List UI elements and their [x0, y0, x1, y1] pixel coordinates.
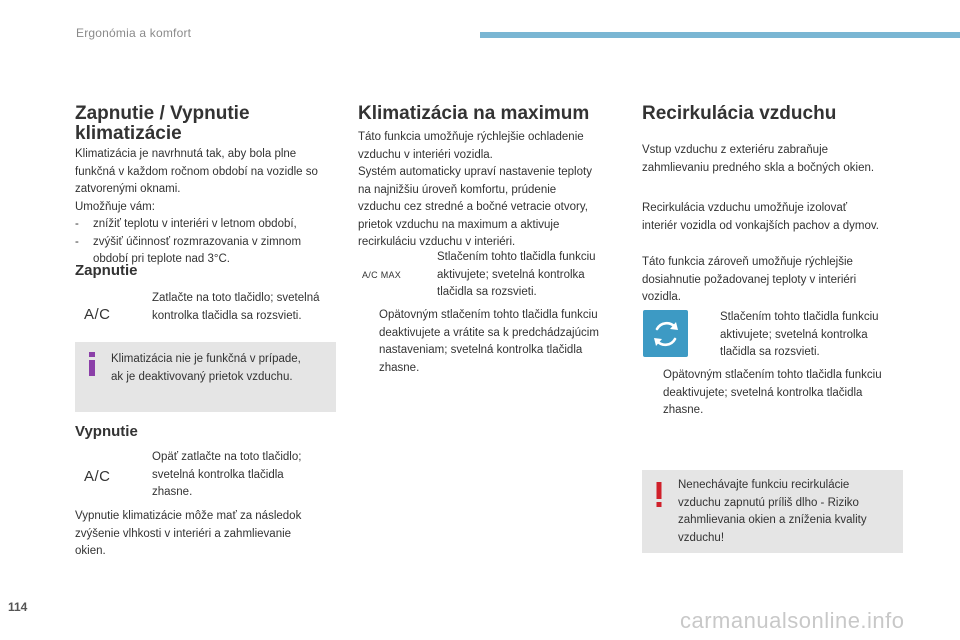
info-icon: [87, 352, 97, 376]
note-line: Vypnutie klimatizácie môže mať za následok: [75, 510, 302, 522]
bullet-line: Opätovným stlačením tohto tlačidla funkciu: [379, 309, 598, 321]
section-title-line-1: Zapnutie / Vypnutie: [75, 103, 250, 124]
section-title-line-2: klimatizácie: [75, 123, 182, 144]
ac-off-note: [75, 508, 345, 561]
square-bullet-icon: [136, 449, 152, 502]
bullet-line: Stlačením tohto tlačidla funkciu: [437, 251, 596, 263]
bullet-line: Opätovným stlačením tohto tlačidla funkciu: [663, 369, 882, 381]
square-bullet-icon: [704, 309, 720, 362]
recirc-on-instruction: [704, 309, 914, 362]
bullet-text: [379, 307, 599, 377]
bullet-line: zhasne.: [663, 404, 704, 416]
bullet-line: deaktivujete a vrátite sa k predchádzajúcim: [379, 326, 599, 339]
ac-max-off-instruction: [363, 307, 633, 377]
paragraph-line: Recirkulácia vzduchu umožňuje izolovať: [642, 202, 848, 214]
list-item: [75, 216, 345, 234]
paragraph-line: Vstup vzduchu z exteriéru zabraňuje: [642, 144, 829, 156]
bullet-line: Opäť zatlačte na toto tlačidlo;: [152, 451, 302, 463]
watermark: carmanualsonline.info: [680, 608, 905, 633]
intro-line: prietok vzduchu na maximum a aktivuje: [358, 218, 560, 231]
dash-glyph: -: [75, 218, 79, 230]
note-line: okien.: [75, 545, 106, 557]
bullet-line: tlačidla sa rozsvieti.: [437, 286, 537, 298]
paragraph-line: interiér vozidla od vonkajších pachov a dymov.: [642, 219, 879, 232]
bullet-text: [152, 449, 301, 502]
square-bullet-icon: [363, 307, 379, 377]
bullet-item: [647, 367, 917, 420]
bullet-text: [663, 367, 882, 420]
list-item-line: zvýšiť účinnosť rozmrazovania v zimnom: [93, 235, 302, 248]
exclamation-icon: [654, 482, 664, 508]
paragraph-line: zahmlievaniu predného skla a bočných okien.: [642, 161, 875, 174]
recirc-p3: [642, 254, 922, 307]
square-bullet-icon: [421, 249, 437, 302]
recirculation-icon: [643, 310, 688, 357]
list-item-line: období pri teplote nad 3°C.: [93, 253, 230, 265]
intro-line: Umožňuje vám:: [75, 200, 155, 213]
bullet-item: [136, 290, 346, 325]
intro-line: vzduchu v interiéri vozidla.: [358, 148, 493, 161]
intro-line: Systém automaticky upraví nastavenie teploty: [358, 166, 592, 178]
section-title-ac-max: Klimatizácia na maximum: [358, 103, 590, 124]
intro-line: zatvorenými oknami.: [75, 183, 181, 195]
header-title: Ergonómia a komfort: [76, 26, 192, 40]
recirc-off-instruction: [647, 367, 917, 420]
warning-line: vzduchu!: [678, 531, 725, 544]
list-item-text: znížiť teplotu v interiéri v letnom období,: [93, 218, 297, 230]
bullet-line: zhasne.: [152, 486, 193, 498]
intro-line: na najnižšiu úroveň komfortu, prúdenie: [358, 183, 557, 196]
info-text: [111, 351, 331, 386]
ac-intro: [75, 146, 345, 269]
bullet-item: [421, 249, 631, 302]
warning-line: zahmlievania okien a zníženia kvality: [678, 514, 867, 526]
subtitle-zapnutie: Zapnutie: [75, 262, 138, 279]
warning-line: vzduchu zapnutú príliš dlho - Riziko: [678, 496, 859, 509]
header-accent-bar: [480, 32, 960, 38]
section-title-recirculation: Recirkulácia vzduchu: [642, 103, 837, 124]
ac-max-on-instruction: [421, 249, 631, 302]
bullet-line: deaktivujete; svetelná kontrolka tlačidla: [663, 386, 863, 399]
paragraph-line: dosiahnutie požadovanej teploty v interiéri: [642, 273, 857, 286]
square-bullet-icon: [136, 290, 152, 325]
subtitle-vypnutie: Vypnutie: [75, 423, 138, 440]
intro-line: vzduchu cez stredné a bočné vetracie otvory,: [358, 201, 588, 213]
bullet-text: [437, 249, 596, 302]
section-title-ac-on-off: [75, 104, 345, 144]
intro-line: Táto funkcia umožňuje rýchlejšie ochladenie: [358, 131, 584, 143]
bullet-line: Stlačením tohto tlačidla funkciu: [720, 311, 879, 323]
intro-line: funkčná v každom ročnom období na vozidle so: [75, 165, 318, 178]
ac-off-instruction: [136, 449, 346, 502]
info-box: [75, 342, 336, 412]
square-bullet-icon: [647, 367, 663, 420]
ac-button-label-off: A/C: [84, 468, 111, 485]
bullet-item: [136, 449, 346, 502]
ac-max-button-label: A/C MAX: [362, 270, 402, 280]
bullet-text: [152, 290, 320, 325]
bullet-text: [720, 309, 879, 362]
paragraph-line: Táto funkcia zároveň umožňuje rýchlejšie: [642, 256, 853, 268]
warning-box: [642, 470, 903, 553]
recirculation-arrows-icon: [649, 317, 683, 351]
bullet-line: tlačidla sa rozsvieti.: [720, 346, 820, 358]
dash-glyph: -: [75, 235, 79, 248]
info-line: Klimatizácia nie je funkčná v prípade,: [111, 353, 301, 365]
ac-max-intro: [358, 129, 628, 252]
info-line: ak je deaktivovaný prietok vzduchu.: [111, 370, 293, 383]
bullet-item: [363, 307, 633, 377]
page-number: 114: [8, 600, 28, 614]
warning-text: [678, 477, 900, 547]
benefits-list: [75, 216, 345, 269]
ac-on-instruction: [136, 290, 346, 325]
ac-button-label: A/C: [84, 306, 111, 323]
warning-line: Nenechávajte funkciu recirkulácie: [678, 479, 850, 491]
bullet-item: [704, 309, 914, 362]
intro-line: Klimatizácia je navrhnutá tak, aby bola plne: [75, 148, 297, 160]
recirc-p2: [642, 200, 922, 235]
bullet-line: zhasne.: [379, 361, 420, 374]
bullet-line: aktivujete; svetelná kontrolka: [720, 328, 868, 341]
recirc-p1: [642, 142, 922, 177]
bullet-line: nastaveniam; svetelná kontrolka tlačidla: [379, 344, 583, 356]
bullet-line: aktivujete; svetelná kontrolka: [437, 268, 585, 281]
bullet-line: kontrolka tlačidla sa rozsvieti.: [152, 309, 302, 322]
intro-line: recirkuláciu vzduchu v interiéri.: [358, 236, 516, 248]
note-line: zvýšenie vlhkosti v interiéri a zahmlievanie: [75, 527, 292, 540]
section-ac-on-off: [75, 104, 345, 144]
paragraph-line: vozidla.: [642, 291, 681, 303]
bullet-line: svetelná kontrolka tlačidla: [152, 468, 284, 481]
bullet-line: Zatlačte na toto tlačidlo; svetelná: [152, 292, 320, 304]
